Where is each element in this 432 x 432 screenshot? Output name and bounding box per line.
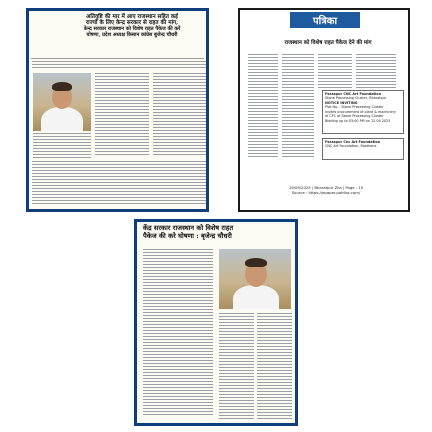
clip-bottom-headline: [143, 225, 295, 240]
article-text-block: [248, 54, 278, 159]
notice-line: of CFC of Stone Processing Cluster: [325, 114, 384, 119]
headline-line: केंद्र सरकार राजस्थान को विशेष राहत: [143, 224, 234, 232]
article-text-block: [33, 133, 91, 160]
notice-line: NOTICE INVITING: [325, 100, 358, 105]
headline-line: अतिवृष्टि की मार में आए राजस्थान सहित कई: [86, 14, 178, 20]
clip-left-headline: [57, 14, 207, 38]
reporter-photo: [33, 73, 91, 131]
article-text-block: [356, 54, 396, 90]
article-text-block: [318, 54, 352, 90]
notice-line: Bidding up to 03:00 PM on 12.09.2025: [325, 118, 391, 123]
notice-line: Paraspur Cnc Art Foundation: [325, 140, 381, 144]
notice-box-small: [322, 138, 404, 160]
notice-line: Paraspur CNC Art Foundation: [325, 92, 382, 96]
notice-line: Plot No. : Stone Processing Cluster: [325, 105, 384, 110]
article-text-block: [143, 249, 213, 417]
headline-line: केन्द्र सरकार राजस्थान को विशेष राहत पैकेज की करें: [83, 25, 181, 32]
article-text-block: [153, 73, 207, 157]
divider: [31, 58, 204, 59]
notice-line: Stone Processing Cluster, Bharatpur: [325, 96, 387, 101]
notice-line: invites procurement of plant & machinery: [325, 109, 396, 114]
headline-line: घोषणा, प्रदेश अध्यक्ष किसान कांग्रेस बुजेन्द्र चौधरी: [86, 31, 178, 38]
article-text-block: [219, 313, 254, 421]
news-clipping-bottom: [134, 219, 298, 426]
news-clipping-left: [26, 8, 209, 212]
article-text-block: [32, 161, 206, 206]
article-text-block: [282, 54, 314, 159]
newspaper-logo: [290, 12, 360, 28]
headline-line: पैकेज की करे घोषणा : बृजेन्द्र चौधरी: [143, 231, 232, 240]
article-text-block: [32, 61, 206, 70]
article-text-block: [95, 73, 149, 157]
news-clipping-right: [238, 8, 410, 212]
newspaper-logo-text: पत्रिका: [312, 16, 338, 27]
source-text: Source : https://epaper.patrika.com/: [291, 189, 361, 195]
dateline-text: 19/09/2025 | Bharatpur Zila | Page : 15: [288, 185, 364, 190]
reporter-photo: [219, 249, 291, 309]
notice-line: CNC Art Foundation, Rasthana: [325, 144, 377, 149]
clip-right-headline: राजस्थान को विशेष राहत पैकेज देने की मांग: [284, 40, 372, 46]
headline-line: राज्यों के लिए केन्द्र सरकार से राहत की मांग,: [85, 20, 179, 27]
tender-notice-box: [322, 90, 404, 134]
publication-dateline: [250, 186, 402, 196]
article-text-block: [257, 313, 292, 421]
